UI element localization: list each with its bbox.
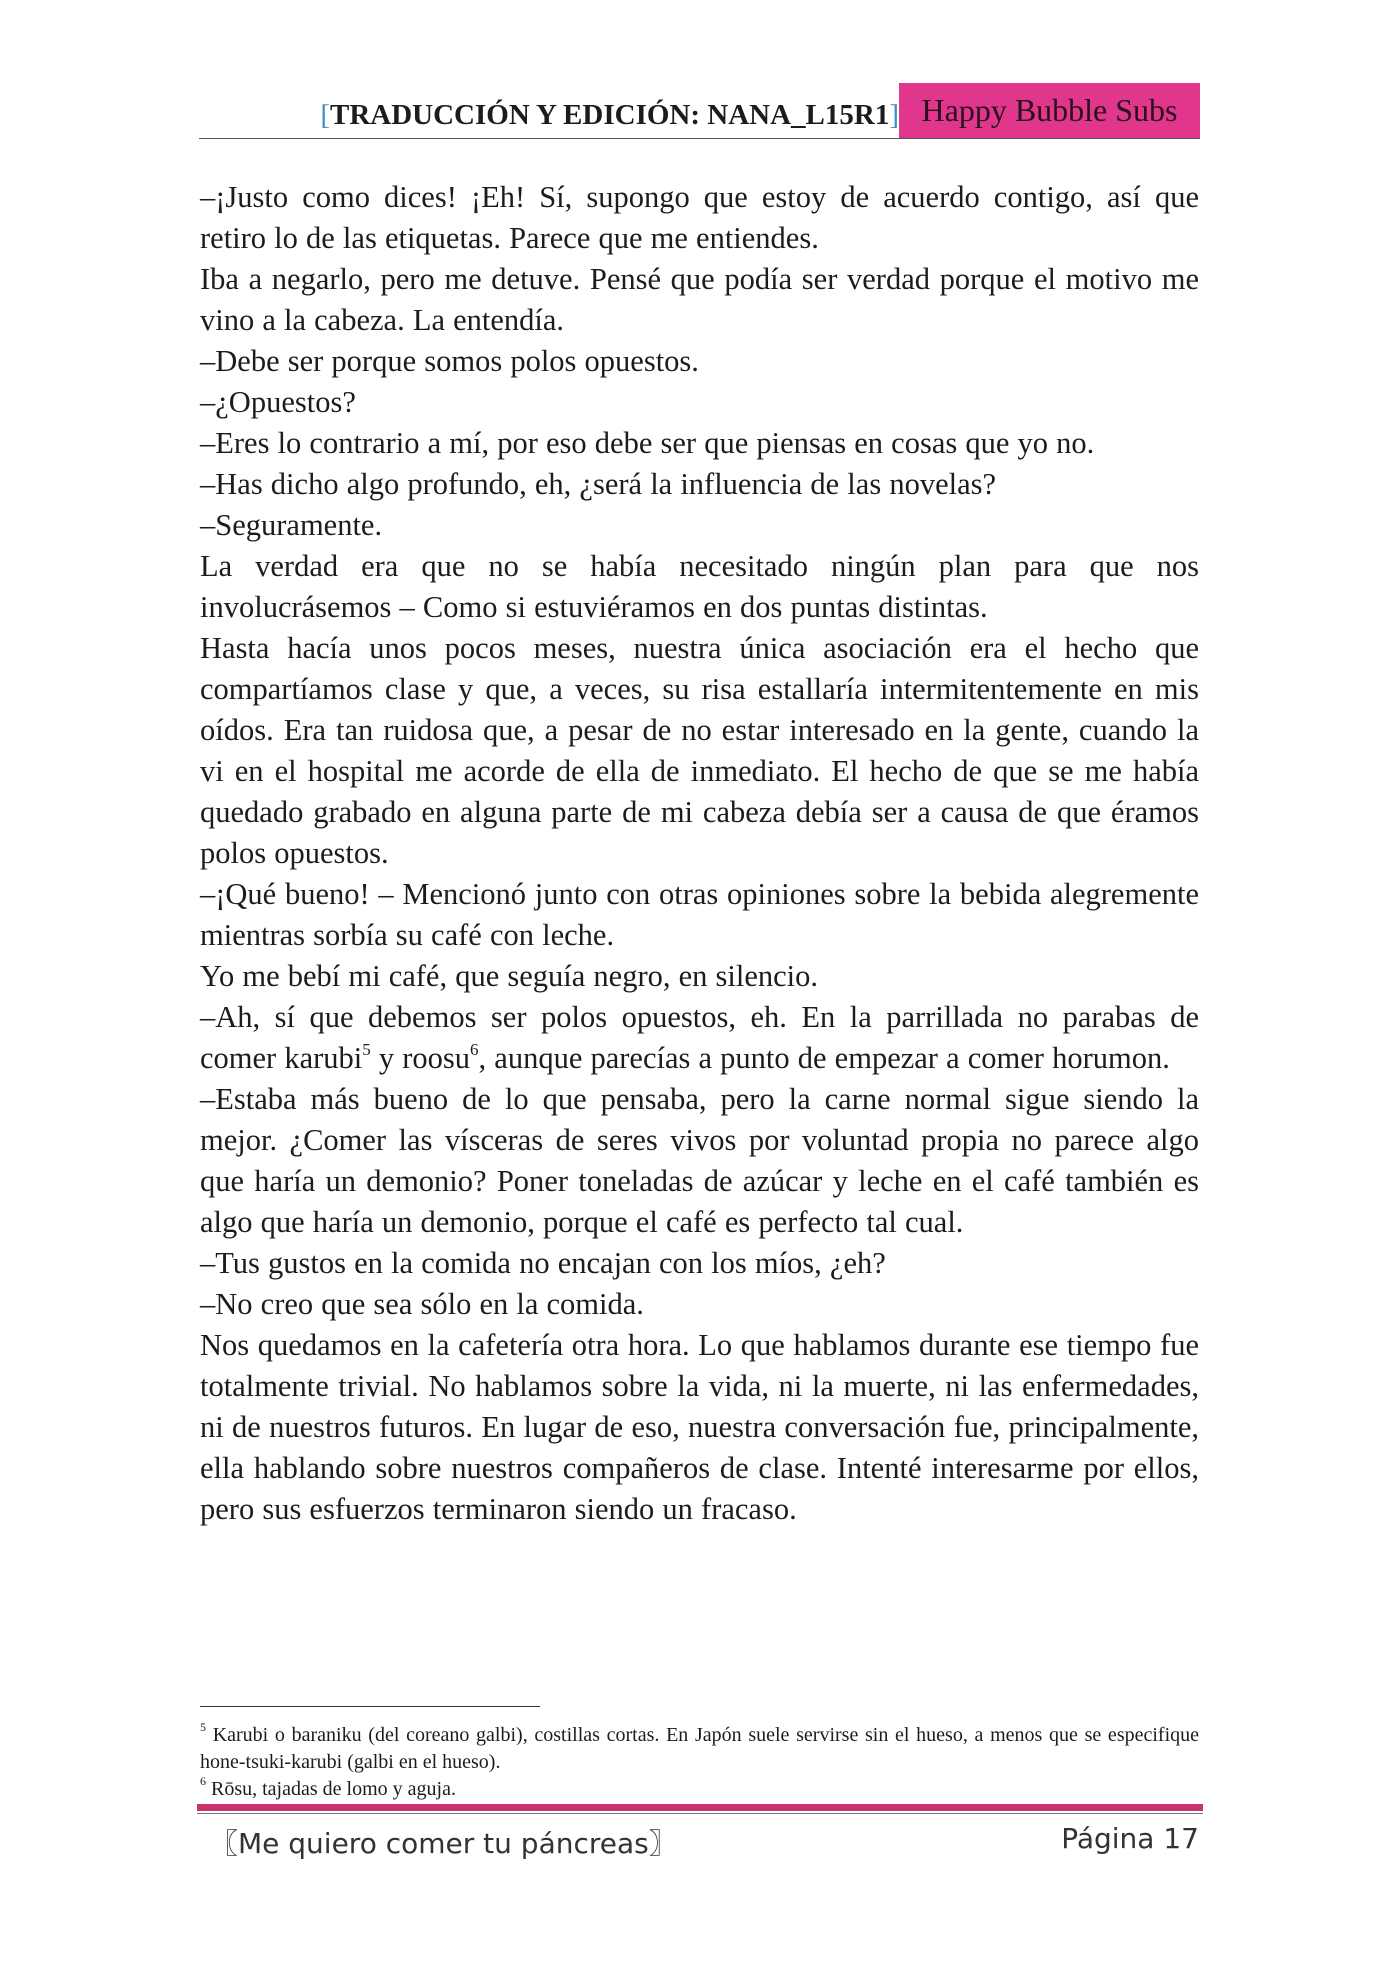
paragraph: –Tus gustos en la comida no encajan con los míos, ¿eh? — [200, 1246, 886, 1280]
paragraph: Nos quedamos en la cafetería otra hora. Lo que hablamos durante ese tiempo fue totalmente trivial. No hablamos sobre la vida, ni la muerte, ni las enfermedades, ni de nuestros futuros. En lugar de eso, nuestra conversación fue, principalmente, ella hablando sobre nuestros compañeros de clase. Intenté interesarme por ellos, pero sus esfuerzos terminaron siendo un fracaso. — [200, 1328, 1199, 1526]
page-header — [199, 83, 1200, 139]
paragraph: –Debe ser porque somos polos opuestos. — [200, 344, 699, 378]
page-number: Página 17 — [1061, 1822, 1199, 1855]
book-title: 〖Me quiero comer tu páncreas〗 — [210, 1827, 677, 1860]
paragraph: La verdad era que no se había necesitado ningún plan para que nos involucrásemos – Como si estuviéramos en dos puntas distintas. — [200, 549, 1199, 624]
paragraph: –¿Opuestos? — [200, 385, 356, 419]
footer-divider — [197, 1804, 1203, 1811]
group-badge: Happy Bubble Subs — [899, 83, 1200, 138]
footnote-ref-6[interactable]: 6 — [470, 1039, 479, 1059]
paragraph: Iba a negarlo, pero me detuve. Pensé que podía ser verdad porque el motivo me vino a la cabeza. La entendía. — [200, 262, 1199, 337]
paragraph: –¡Qué bueno! – Mencionó junto con otras opiniones sobre la bebida alegremente mientras sorbía su café con leche. — [200, 877, 1199, 952]
paragraph: –Eres lo contrario a mí, por eso debe ser que piensas en cosas que yo no. — [200, 426, 1095, 460]
translation-credit: [TRADUCCIÓN Y EDICIÓN: NANA_L15R1] — [320, 99, 899, 131]
paragraph-karubi: –Ah, sí que debemos ser polos opuestos, eh. En la parrillada no parabas de comer karubi$^5$ y roosu$^6$, aunque parecías a punto de empezar a comer horumon. — [200, 1000, 1199, 1075]
paragraph: Hasta hacía unos pocos meses, nuestra única asociación era el hecho que compartíamos clase y que, a veces, su risa estallaría intermitentemente en mis oídos. Era tan ruidosa que, a pesar de no estar interesado en la gente, cuando la vi en el hospital me acorde de ella de inmediato. El hecho de que se me había quedado grabado en alguna parte de mi cabeza debía ser a causa de que éramos polos opuestos. — [200, 631, 1199, 870]
footnote-6: $^6$ Rōsu, tajadas de lomo y aguja. — [200, 1774, 456, 1800]
paragraph: Yo me bebí mi café, que seguía negro, en silencio. — [200, 959, 819, 993]
footnote-ref-5[interactable]: 5 — [362, 1039, 371, 1059]
footnote-5: $^5$ Karubi o baraniku (del coreano galbi), costillas cortas. En Japón suele servirse sin el hueso, a menos que se especifique hone-tsuki-karubi (galbi en el hueso). — [200, 1720, 1199, 1773]
footnote-separator — [200, 1706, 540, 1707]
footer-divider-thin — [197, 1813, 1203, 1814]
body-text — [200, 177, 1199, 1530]
footnotes — [200, 1722, 1199, 1803]
paragraph: –Seguramente. — [200, 508, 383, 542]
paragraph: –No creo que sea sólo en la comida. — [200, 1287, 644, 1321]
paragraph: –¡Justo como dices! ¡Eh! Sí, supongo que estoy de acuerdo contigo, así que retiro lo de las etiquetas. Parece que me entiendes. — [200, 180, 1199, 255]
paragraph: –Has dicho algo profundo, eh, ¿será la influencia de las novelas? — [200, 467, 997, 501]
paragraph: –Estaba más bueno de lo que pensaba, pero la carne normal sigue siendo la mejor. ¿Comer las vísceras de seres vivos por voluntad propia no parece algo que haría un demonio? Poner toneladas de azúcar y leche en el café también es algo que haría un demonio, porque el café es perfecto tal cual. — [200, 1082, 1199, 1239]
